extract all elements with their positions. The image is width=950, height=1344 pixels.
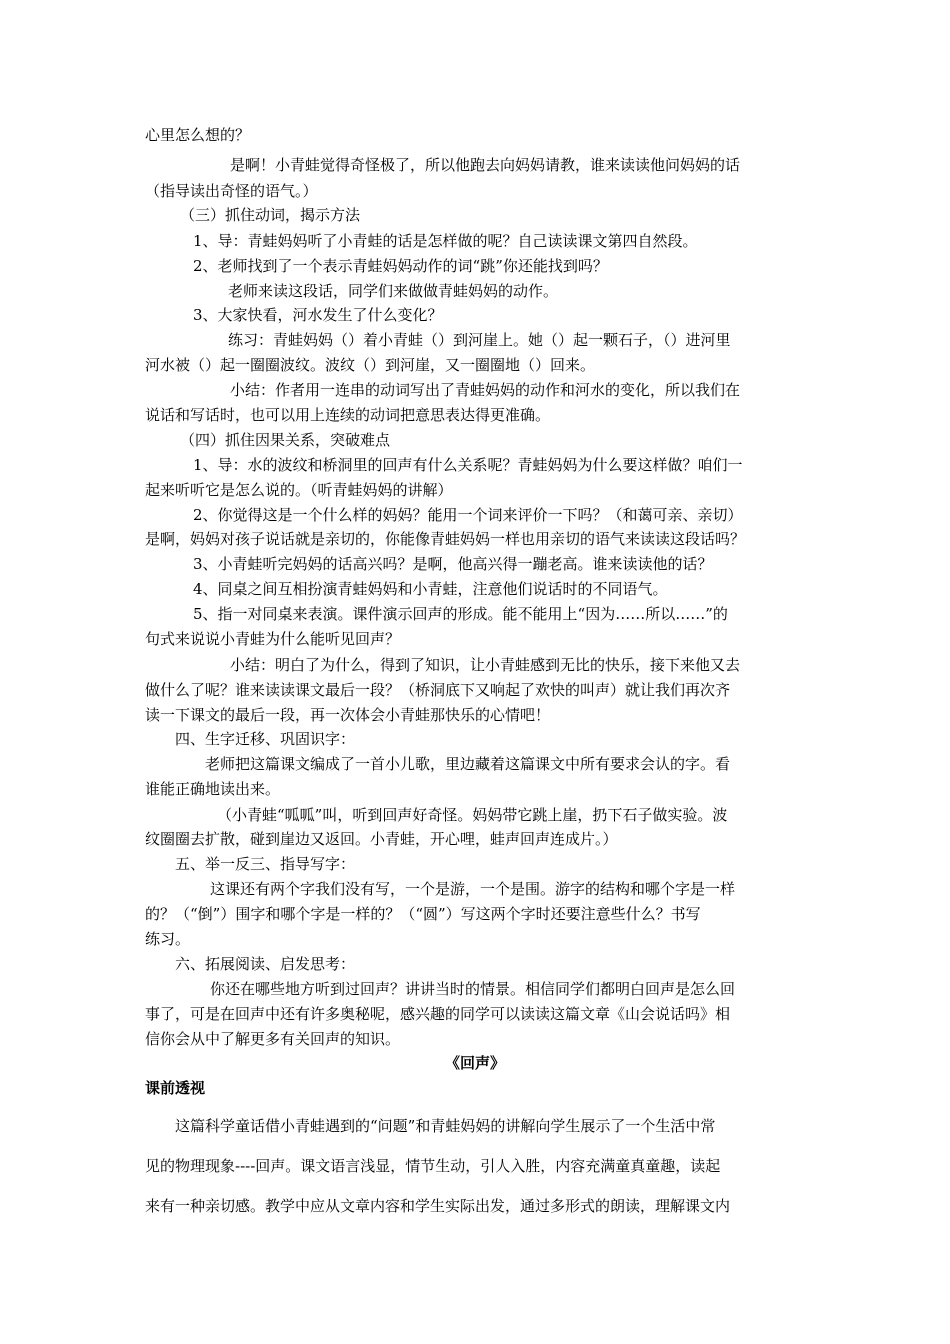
text-line: 4、同桌之间互相扮演青蛙妈妈和小青蛙，注意他们说话时的不同语气。 <box>193 580 668 598</box>
intro-line: 这篇科学童话借小青蛙遇到的“问题”和青蛙妈妈的讲解向学生展示了一个生活中常 <box>175 1117 716 1135</box>
text-line: 2、老师找到了一个表示青蛙妈妈动作的词“跳”你还能找到吗？ <box>193 257 608 275</box>
text-line: 信你会从中了解更多有关回声的知识。 <box>145 1030 401 1048</box>
text-line: 这课还有两个字我们没有写，一个是游，一个是围。游字的结构和哪个字是一样 <box>210 880 736 898</box>
text-line: 是啊，妈妈对孩子说话就是亲切的，你能像青蛙妈妈一样也用亲切的语气来读读这段话吗？ <box>145 530 746 548</box>
text-line: 练习。 <box>145 930 191 948</box>
text-line: 老师来读这段话，同学们来做做青蛙妈妈的动作。 <box>228 282 559 300</box>
text-line: 2、你觉得这是一个什么样的妈妈？能用一个词来评价一下吗？（和蔼可亲、亲切） <box>193 506 743 524</box>
text-line: 句式来说说小青蛙为什么能听见回声？ <box>145 630 401 648</box>
text-line: 谁能正确地读出来。 <box>145 780 281 798</box>
text-line: 的？（“倒”）围字和哪个字是一样的？（“圆”）写这两个字时还要注意些什么？书写 <box>145 905 701 923</box>
text-line: 是啊！小青蛙觉得奇怪极了，所以他跑去向妈妈请教，谁来读读他问妈妈的话 <box>230 156 741 174</box>
text-line: 5、指一对同桌来表演。课件演示回声的形成。能不能用上“因为……所以……”的 <box>193 605 728 623</box>
intro-line: 来有一种亲切感。教学中应从文章内容和学生实际出发，通过多形式的朗读，理解课文内 <box>145 1197 731 1215</box>
text-line: 你还在哪些地方听到过回声？讲讲当时的情景。相信同学们都明白回声是怎么回 <box>210 980 736 998</box>
text-line: 说话和写话时，也可以用上连续的动词把意思表达得更准确。 <box>145 406 551 424</box>
text-line: 1、导：青蛙妈妈听了小青蛙的话是怎样做的呢？自己读读课文第四自然段。 <box>193 232 698 250</box>
text-line: 做什么了呢？谁来读读课文最后一段？（桥洞底下又响起了欢快的叫声）就让我们再次齐 <box>145 681 731 699</box>
text-line: 练习：青蛙妈妈（）着小青蛙（）到河崖上。她（）起一颗石子，（）进河里 <box>228 331 731 349</box>
section-heading: 四、生字迁移、巩固识字： <box>175 730 356 748</box>
subsection-heading: （四）抓住因果关系，突破难点 <box>180 431 391 449</box>
text-line: 小结：作者用一连串的动词写出了青蛙妈妈的动作和河水的变化，所以我们在 <box>230 381 741 399</box>
text-line: 读一下课文的最后一段，再一次体会小青蛙那快乐的心情吧！ <box>145 706 551 724</box>
text-line: 心里怎么想的？ <box>145 126 251 144</box>
text-line: 起来听听它是怎么说的。（听青蛙妈妈的讲解） <box>145 481 453 499</box>
section-heading-preview: 课前透视 <box>145 1079 206 1097</box>
text-line: 纹圈圈去扩散，碰到崖边又返回。小青蛙，开心哩，蛙声回声连成片。） <box>145 830 618 848</box>
text-line: 小结：明白了为什么，得到了知识，让小青蛙感到无比的快乐，接下来他又去 <box>230 656 741 674</box>
subsection-heading: （三）抓住动词，揭示方法 <box>180 206 361 224</box>
section-heading: 六、拓展阅读、启发思考： <box>175 955 356 973</box>
text-line: 老师把这篇课文编成了一首小儿歌，里边藏着这篇课文中所有要求会认的字。看 <box>205 755 731 773</box>
text-line: 3、小青蛙听完妈妈的话高兴吗？是啊，他高兴得一蹦老高。谁来读读他的话？ <box>193 555 713 573</box>
text-line: 事了，可是在回声中还有许多奥秘呢，感兴趣的同学可以读读这篇文章《山会说话吗》相 <box>145 1005 731 1023</box>
intro-line: 见的物理现象----回声。课文语言浅显，情节生动，引人入胜，内容充满童真童趣，读起 <box>145 1157 721 1175</box>
section-title: 《回声》 <box>444 1054 505 1072</box>
section-heading: 五、举一反三、指导写字： <box>175 855 356 873</box>
text-line: （小青蛙“呱呱”叫，听到回声好奇怪。妈妈带它跳上崖，扔下石子做实验。波 <box>217 806 728 824</box>
text-line: 河水被（）起一圈圈波纹。波纹（）到河崖，又一圈圈地（）回来。 <box>145 356 596 374</box>
text-line: 1、导：水的波纹和桥洞里的回声有什么关系呢？青蛙妈妈为什么要这样做？咱们一 <box>193 456 743 474</box>
text-line: （指导读出奇怪的语气。） <box>145 182 318 200</box>
text-line: 3、大家快看，河水发生了什么变化？ <box>193 306 443 324</box>
